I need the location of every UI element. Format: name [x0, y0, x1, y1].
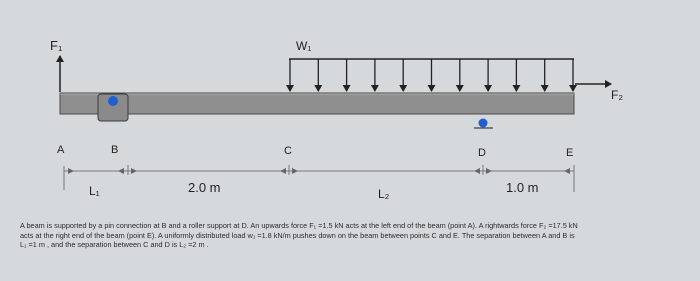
label-f2: F₂	[611, 88, 623, 102]
label-l2: L₂	[378, 187, 390, 201]
label-l1: L₁	[89, 184, 100, 198]
label-f1: F₁	[50, 38, 63, 53]
label-w1: W₁	[296, 39, 312, 53]
pin-support-b	[98, 94, 128, 121]
beam	[60, 93, 574, 114]
label-point-c: C	[284, 145, 292, 157]
dimension-line	[64, 165, 574, 192]
distributed-load-w1	[289, 59, 574, 91]
label-dim-de: 1.0 m	[506, 180, 539, 195]
caption-line-3: L₁ =1 m , and the separation between C and D is L₂ =2 m .	[20, 240, 209, 250]
caption-line-1: A beam is supported by a pin connection at B and a roller support at D. An upwards force F₁ =1.5 kN acts at the left end of the beam (point A). A rightwards force F₂ =17.5 kN	[20, 221, 578, 230]
roller-support-d	[474, 119, 493, 129]
label-point-d: D	[478, 147, 486, 159]
problem-caption	[20, 221, 692, 250]
label-dim-bc: 2.0 m	[188, 180, 221, 195]
label-point-b: B	[111, 144, 119, 156]
caption-line-2: acts at the right end of the beam (point E). A uniformly distributed load w₁ =1.8 kN/m pushes down on the beam between points C and E. The separation between A and B is	[20, 230, 575, 240]
distributed-load-arrows	[290, 59, 573, 91]
label-point-a: A	[57, 144, 65, 156]
label-point-e: E	[566, 147, 574, 159]
